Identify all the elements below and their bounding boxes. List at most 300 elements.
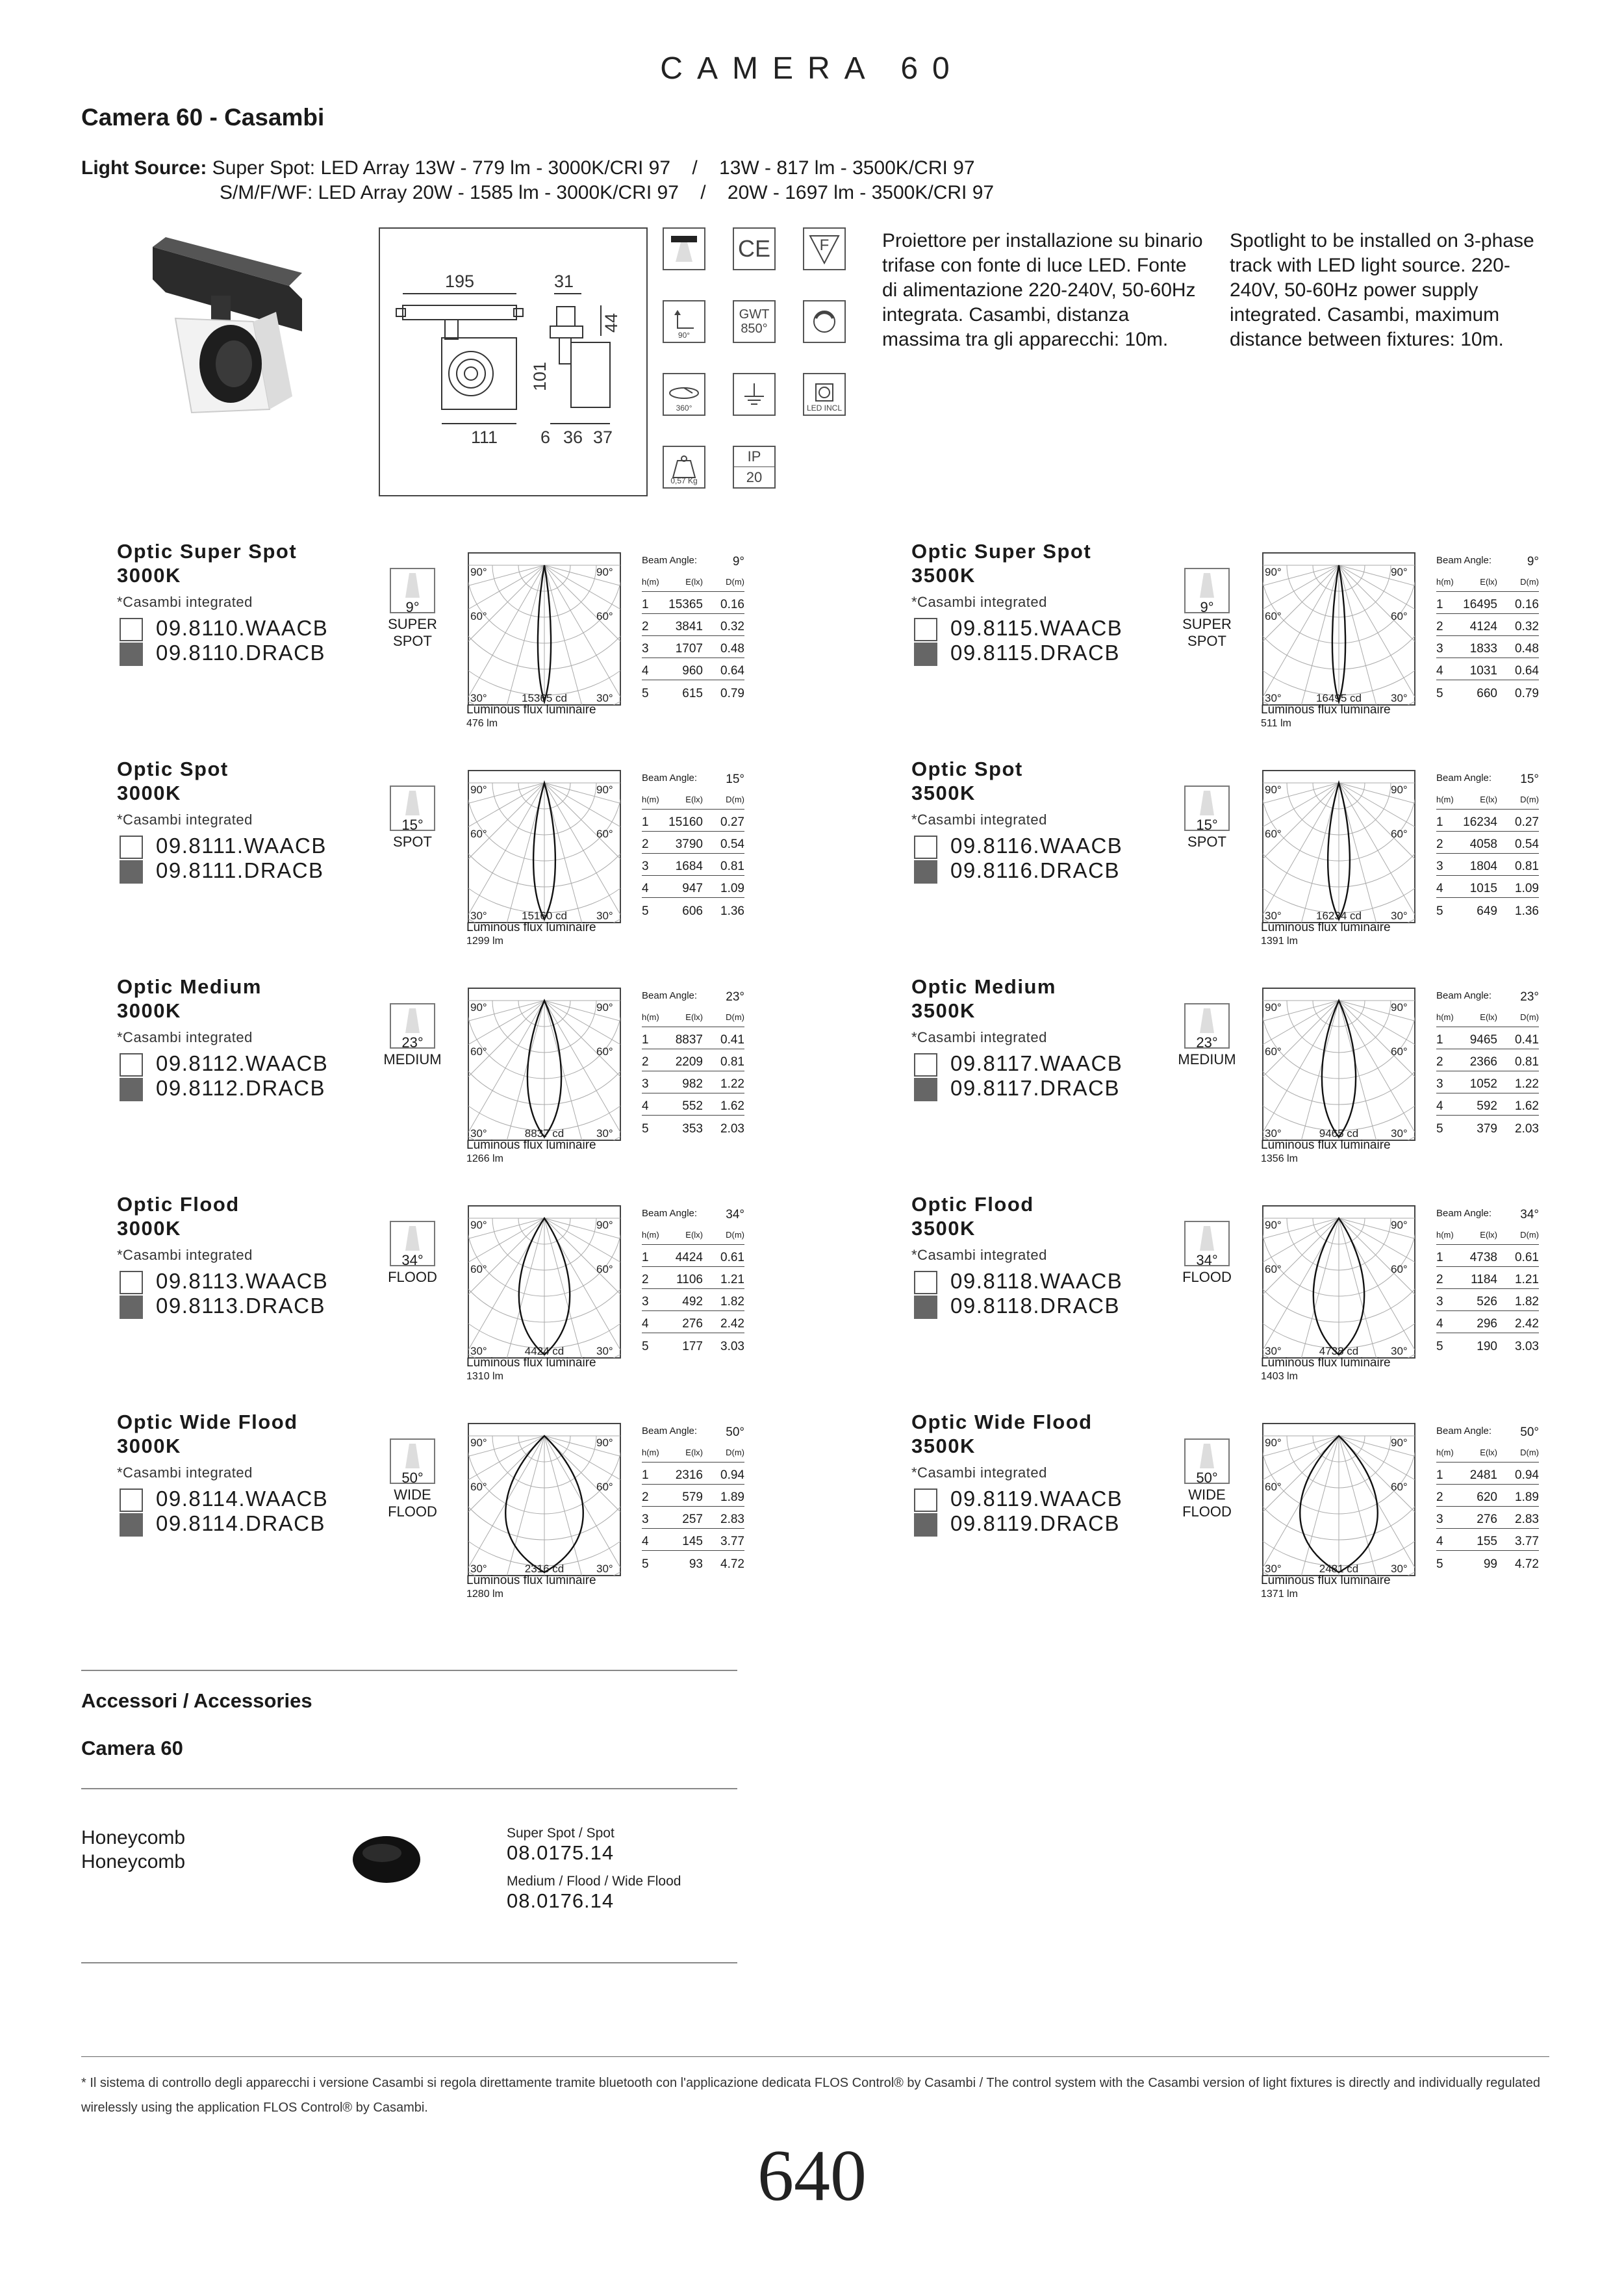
table-row: 1 4738 0.61 (1436, 1245, 1539, 1267)
white-swatch (120, 1488, 143, 1512)
polar-angle-60-right: 60° (596, 828, 613, 840)
optic-name: Optic Super Spot 3000K (117, 540, 298, 587)
photometric-table (1436, 773, 1539, 920)
dim-111: 111 (471, 428, 498, 447)
polar-angle-30-right: 30° (596, 692, 613, 704)
honeycomb-codes (507, 1826, 681, 1913)
polar-angle-90-left: 90° (470, 566, 487, 578)
table-row: 4 276 2.42 (642, 1311, 744, 1333)
table-row: 3 276 2.83 (1436, 1507, 1539, 1529)
beam-angle-row: Beam Angle: 9° (642, 555, 744, 568)
light-source-line1: Super Spot: LED Array 13W - 779 lm - 3000K/CRI 97 / 13W - 817 lm - 3500K/CRI 97 (207, 157, 975, 179)
honeycomb-item-1: Honeycomb (81, 1827, 186, 1848)
optic-name: Optic Flood 3000K (117, 1193, 240, 1240)
ip-value-icon: 20 (733, 467, 776, 489)
table-header: h(m) E(lx) D(m) (1436, 1448, 1539, 1463)
code-dark: 09.8113.DRACB (120, 1294, 325, 1319)
code-dark: 09.8115.DRACB (914, 641, 1120, 666)
weight-icon (663, 446, 705, 489)
beam-label: SUPER SPOT (388, 616, 437, 649)
optic-block (911, 975, 1624, 1189)
polar-angle-60-left: 60° (1265, 1045, 1282, 1058)
dim-36: 36 (563, 428, 583, 447)
code-dark: 09.8117.DRACB (914, 1076, 1120, 1101)
code-dark: 09.8112.DRACB (120, 1076, 325, 1101)
code-white: 09.8115.WAACB (914, 616, 1123, 641)
beam-degree: 50° (401, 1470, 424, 1486)
polar-diagram (468, 770, 621, 923)
polar-angle-30-right: 30° (1391, 1345, 1408, 1357)
polar-angle-60-right: 60° (1391, 1481, 1408, 1493)
dark-swatch (914, 860, 937, 884)
track-icon (663, 227, 705, 270)
table-header: h(m) E(lx) D(m) (642, 1448, 744, 1463)
table-row: 2 3790 0.54 (642, 832, 744, 854)
polar-diagram (1262, 552, 1415, 706)
table-header: h(m) E(lx) D(m) (642, 1012, 744, 1027)
gwt-label: GWT (739, 307, 770, 322)
polar-angle-30-right: 30° (596, 1345, 613, 1357)
table-row: 2 2366 0.81 (1436, 1049, 1539, 1071)
polar-angle-60-right: 60° (1391, 1263, 1408, 1275)
table-row: 1 16495 0.16 (1436, 592, 1539, 614)
table-row: 2 579 1.89 (642, 1485, 744, 1507)
polar-angle-90-left: 90° (470, 784, 487, 796)
code-dark: 09.8114.DRACB (120, 1511, 325, 1537)
light-source (81, 156, 994, 205)
table-row: 3 1052 1.22 (1436, 1071, 1539, 1093)
table-row: 5 190 3.03 (1436, 1340, 1539, 1353)
polar-angle-30-right: 30° (596, 910, 613, 922)
polar-angle-90-right: 90° (1391, 1001, 1408, 1014)
polar-angle-60-right: 60° (596, 1481, 613, 1493)
dim-6: 6 (540, 428, 551, 447)
luminous-flux: Luminous flux luminaire 1371 lm (1261, 1574, 1391, 1600)
beam-label: WIDE FLOOD (388, 1487, 437, 1520)
polar-angle-60-right: 60° (596, 1263, 613, 1275)
ip-label-icon: IP (733, 446, 776, 467)
dim-31: 31 (554, 272, 574, 291)
casambi-note: *Casambi integrated (911, 594, 1047, 610)
table-header: h(m) E(lx) D(m) (1436, 795, 1539, 810)
beam-angle-row: Beam Angle: 50° (642, 1425, 744, 1439)
beam-angle-row: Beam Angle: 34° (642, 1208, 744, 1221)
beam-label: FLOOD (1182, 1269, 1232, 1285)
polar-angle-90-right: 90° (1391, 566, 1408, 578)
photometric-table (1436, 1208, 1539, 1355)
polar-peak-cd: 9465 cd (1319, 1127, 1359, 1140)
dark-swatch (914, 643, 937, 666)
code-white: 09.8114.WAACB (120, 1487, 328, 1512)
polar-angle-90-left: 90° (1265, 1001, 1282, 1014)
beam-degree: 50° (1196, 1470, 1218, 1486)
dark-swatch (120, 643, 143, 666)
divider-bottom (81, 1962, 737, 1963)
table-row: 2 4058 0.54 (1436, 832, 1539, 854)
white-swatch (120, 836, 143, 859)
polar-angle-90-right: 90° (596, 1001, 613, 1014)
polar-angle-30-left: 30° (470, 1345, 487, 1357)
table-row: 4 1015 1.09 (1436, 876, 1539, 898)
polar-angle-90-right: 90° (1391, 1437, 1408, 1449)
f-mark-label: F (819, 236, 830, 254)
code-dark: 09.8118.DRACB (914, 1294, 1120, 1319)
casambi-note: *Casambi integrated (911, 1029, 1047, 1045)
polar-angle-90-right: 90° (1391, 784, 1408, 796)
beam-angle-row: Beam Angle: 23° (1436, 990, 1539, 1004)
optic-block (117, 757, 831, 971)
polar-angle-60-left: 60° (470, 1481, 487, 1493)
footnote-rule (81, 2056, 1549, 2057)
beam-angle-row: Beam Angle: 23° (642, 990, 744, 1004)
casambi-note: *Casambi integrated (911, 1247, 1047, 1263)
polar-angle-30-left: 30° (1265, 1127, 1282, 1140)
polar-angle-90-right: 90° (1391, 1219, 1408, 1231)
beam-angle-row: Beam Angle: 50° (1436, 1425, 1539, 1439)
dark-swatch (914, 1296, 937, 1319)
casambi-note: *Casambi integrated (117, 1464, 253, 1481)
table-row: 3 982 1.22 (642, 1071, 744, 1093)
polar-peak-cd: 16234 cd (1316, 910, 1362, 922)
luminous-flux: Luminous flux luminaire 1280 lm (466, 1574, 596, 1600)
table-row: 5 379 2.03 (1436, 1122, 1539, 1136)
polar-angle-60-right: 60° (596, 610, 613, 622)
polar-angle-30-right: 30° (1391, 1127, 1408, 1140)
code-white: 09.8118.WAACB (914, 1269, 1123, 1294)
product-title: Camera 60 - Casambi (81, 104, 325, 131)
code-white: 09.8112.WAACB (120, 1051, 328, 1077)
beam-label: SPOT (393, 834, 432, 850)
table-row: 2 620 1.89 (1436, 1485, 1539, 1507)
dim-37: 37 (593, 428, 613, 447)
polar-angle-90-left: 90° (1265, 1437, 1282, 1449)
luminous-flux: Luminous flux luminaire 476 lm (466, 703, 596, 729)
code-dark: 09.8111.DRACB (120, 858, 324, 884)
track-glyph (668, 233, 700, 265)
beam-label: SPOT (1187, 834, 1226, 850)
table-row: 2 3841 0.32 (642, 614, 744, 636)
polar-peak-cd: 8837 cd (524, 1127, 565, 1140)
white-swatch (914, 618, 937, 641)
dark-swatch (120, 1513, 143, 1537)
table-row: 5 93 4.72 (642, 1557, 744, 1571)
led-included-icon (803, 373, 846, 416)
dim-101: 101 (530, 361, 550, 391)
polar-diagram (468, 1423, 621, 1576)
polar-angle-60-left: 60° (1265, 1481, 1282, 1493)
polar-angle-30-left: 30° (470, 1127, 487, 1140)
rotate-360-icon (663, 373, 705, 416)
luminous-flux: Luminous flux luminaire 1266 lm (466, 1138, 596, 1164)
casambi-note: *Casambi integrated (911, 1464, 1047, 1481)
table-row: 5 606 1.36 (642, 904, 744, 918)
weight-label: 0,57 Kg (670, 476, 698, 485)
table-row: 2 1184 1.21 (1436, 1267, 1539, 1289)
optic-name: Optic Wide Flood 3500K (911, 1411, 1093, 1457)
page-number: 640 (757, 2136, 867, 2216)
dark-swatch (914, 1078, 937, 1101)
table-row: 1 15365 0.16 (642, 592, 744, 614)
beam-degree: 23° (1196, 1034, 1218, 1051)
polar-angle-90-left: 90° (470, 1001, 487, 1014)
beam-degree: 9° (405, 599, 420, 615)
beam-degree: 23° (401, 1034, 424, 1051)
dimmable-glyph (808, 305, 841, 338)
polar-peak-cd: 4424 cd (524, 1345, 565, 1357)
white-swatch (914, 1271, 937, 1294)
photometric-table (642, 555, 744, 702)
beam-angle-row: Beam Angle: 15° (1436, 773, 1539, 786)
table-row: 2 2209 0.81 (642, 1049, 744, 1071)
luminous-flux: Luminous flux luminaire 1403 lm (1261, 1356, 1391, 1382)
f-mark-icon (803, 227, 846, 270)
polar-angle-90-left: 90° (470, 1219, 487, 1231)
casambi-note: *Casambi integrated (117, 811, 253, 828)
table-row: 4 552 1.62 (642, 1093, 744, 1116)
table-row: 4 1031 0.64 (1436, 658, 1539, 680)
table-row: 5 649 1.36 (1436, 904, 1539, 918)
optic-block (911, 539, 1624, 754)
polar-peak-cd: 2316 cd (524, 1563, 565, 1575)
table-row: 5 99 4.72 (1436, 1557, 1539, 1571)
polar-angle-30-right: 30° (596, 1127, 613, 1140)
polar-angle-60-right: 60° (1391, 610, 1408, 622)
polar-diagram (1262, 1423, 1415, 1576)
casambi-note: *Casambi integrated (117, 1247, 253, 1263)
optic-name: Optic Medium 3000K (117, 975, 262, 1022)
code-white: 09.8113.WAACB (120, 1269, 328, 1294)
polar-angle-90-left: 90° (1265, 1219, 1282, 1231)
table-row: 4 592 1.62 (1436, 1093, 1539, 1116)
polar-angle-60-left: 60° (1265, 610, 1282, 622)
table-row: 2 1106 1.21 (642, 1267, 744, 1289)
feature-icons (663, 227, 877, 500)
table-row: 5 177 3.03 (642, 1340, 744, 1353)
optic-block (911, 1410, 1624, 1624)
luminous-flux: Luminous flux luminaire 1356 lm (1261, 1138, 1391, 1164)
white-swatch (914, 1488, 937, 1512)
honeycomb-names (81, 1826, 185, 1874)
polar-angle-30-right: 30° (596, 1563, 613, 1575)
code-dark: 09.8116.DRACB (914, 858, 1120, 884)
beam-angle-row: Beam Angle: 15° (642, 773, 744, 786)
polar-angle-60-left: 60° (470, 610, 487, 622)
white-swatch (120, 1271, 143, 1294)
polar-angle-30-right: 30° (1391, 1563, 1408, 1575)
dimmable-icon (803, 300, 846, 343)
beam-degree: 15° (401, 817, 424, 833)
optic-block (117, 975, 831, 1189)
table-row: 1 9465 0.41 (1436, 1027, 1539, 1049)
polar-angle-30-left: 30° (470, 692, 487, 704)
white-swatch (120, 1053, 143, 1077)
accessories-heading: Accessori / Accessories (81, 1689, 312, 1712)
dark-swatch (120, 860, 143, 884)
table-row: 3 1707 0.48 (642, 636, 744, 658)
optic-block (911, 757, 1624, 971)
photometric-table (642, 990, 744, 1138)
white-swatch (120, 618, 143, 641)
polar-angle-30-left: 30° (1265, 1563, 1282, 1575)
dimension-drawing (379, 227, 648, 496)
table-header: h(m) E(lx) D(m) (1436, 577, 1539, 592)
beam-degree: 34° (401, 1252, 424, 1268)
dimension-sketch (380, 229, 646, 495)
table-row: 5 353 2.03 (642, 1122, 744, 1136)
polar-angle-60-right: 60° (1391, 828, 1408, 840)
beam-label: MEDIUM (383, 1051, 442, 1067)
polar-angle-60-left: 60° (1265, 1263, 1282, 1275)
luminous-flux: Luminous flux luminaire 1391 lm (1261, 921, 1391, 947)
polar-angle-30-right: 30° (1391, 910, 1408, 922)
honeycomb-code-1: 08.0175.14 (507, 1841, 615, 1864)
beam-angle-row: Beam Angle: 34° (1436, 1208, 1539, 1221)
ce-icon: CE (733, 227, 776, 270)
beam-label: FLOOD (388, 1269, 437, 1285)
beam-label: SUPER SPOT (1182, 616, 1232, 649)
photometric-table (642, 773, 744, 920)
beam-degree: 34° (1196, 1252, 1218, 1268)
code-white: 09.8116.WAACB (914, 834, 1123, 859)
light-source-label: Light Source: (81, 157, 207, 179)
polar-angle-90-right: 90° (596, 784, 613, 796)
table-row: 4 947 1.09 (642, 876, 744, 898)
polar-angle-90-left: 90° (1265, 566, 1282, 578)
white-swatch (914, 1053, 937, 1077)
polar-peak-cd: 16495 cd (1316, 692, 1362, 704)
photometric-table (1436, 1425, 1539, 1573)
luminous-flux: Luminous flux luminaire 511 lm (1261, 703, 1391, 729)
polar-diagram (468, 552, 621, 706)
polar-diagram (1262, 1205, 1415, 1359)
polar-angle-30-left: 30° (1265, 910, 1282, 922)
optic-name: Optic Flood 3500K (911, 1193, 1034, 1240)
polar-peak-cd: 15365 cd (522, 692, 567, 704)
light-source-line2: S/M/F/WF: LED Array 20W - 1585 lm - 3000K/CRI 97 / 20W - 1697 lm - 3500K/CRI 97 (220, 182, 995, 203)
description-it: Proiettore per installazione su binario trifase con fonte di luce LED. Fonte di alimentazione 220-240V, 50-60Hz integrata. Casambi, distanza massima tra gli apparecchi: 10m. (882, 230, 1203, 350)
optic-block (117, 539, 831, 754)
polar-angle-30-left: 30° (470, 1563, 487, 1575)
white-swatch (914, 836, 937, 859)
table-header: h(m) E(lx) D(m) (642, 795, 744, 810)
honeycomb-item-2: Honeycomb (81, 1851, 186, 1872)
photometric-table (1436, 555, 1539, 702)
optic-name: Optic Super Spot 3500K (911, 540, 1092, 587)
table-row: 4 296 2.42 (1436, 1311, 1539, 1333)
table-row: 1 2481 0.94 (1436, 1463, 1539, 1485)
dim-195: 195 (445, 272, 475, 291)
luminous-flux: Luminous flux luminaire 1299 lm (466, 921, 596, 947)
polar-angle-30-right: 30° (1391, 692, 1408, 704)
optic-block (911, 1192, 1624, 1407)
polar-angle-90-right: 90° (596, 566, 613, 578)
polar-angle-30-left: 30° (1265, 1345, 1282, 1357)
code-dark: 09.8110.DRACB (120, 641, 325, 666)
polar-angle-90-left: 90° (470, 1437, 487, 1449)
optic-block (117, 1410, 831, 1624)
optic-name: Optic Medium 3500K (911, 975, 1056, 1022)
table-row: 3 1833 0.48 (1436, 636, 1539, 658)
series-title: CAMERA 60 (660, 51, 964, 86)
polar-peak-cd: 2481 cd (1319, 1563, 1359, 1575)
table-header: h(m) E(lx) D(m) (1436, 1230, 1539, 1245)
divider-mid (81, 1788, 737, 1789)
code-white: 09.8111.WAACB (120, 834, 327, 859)
product-photo (140, 234, 315, 422)
table-row: 1 15160 0.27 (642, 810, 744, 832)
accessories-subheading: Camera 60 (81, 1737, 183, 1759)
table-row: 1 16234 0.27 (1436, 810, 1539, 832)
polar-angle-60-left: 60° (470, 1263, 487, 1275)
table-row: 3 257 2.83 (642, 1507, 744, 1529)
polar-angle-90-left: 90° (1265, 784, 1282, 796)
polar-diagram (1262, 770, 1415, 923)
photometric-table (642, 1208, 744, 1355)
honeycomb-label-2: Medium / Flood / Wide Flood (507, 1874, 681, 1889)
polar-angle-90-right: 90° (596, 1437, 613, 1449)
polar-diagram (1262, 988, 1415, 1141)
optic-block (117, 1192, 831, 1407)
casambi-note: *Casambi integrated (117, 1029, 253, 1045)
dark-swatch (120, 1296, 143, 1319)
ground-glyph (738, 378, 770, 411)
polar-angle-30-left: 30° (470, 910, 487, 922)
polar-diagram (468, 988, 621, 1141)
polar-angle-90-right: 90° (596, 1219, 613, 1231)
led-included-label: LED INCL (806, 403, 843, 413)
code-white: 09.8119.WAACB (914, 1487, 1123, 1512)
honeycomb-label-1: Super Spot / Spot (507, 1826, 615, 1841)
beam-angle-row: Beam Angle: 9° (1436, 555, 1539, 568)
optic-name: Optic Spot 3500K (911, 758, 1023, 804)
beam-label: WIDE FLOOD (1182, 1487, 1232, 1520)
ground-icon (733, 373, 776, 416)
table-row: 4 155 3.77 (1436, 1529, 1539, 1551)
polar-angle-30-left: 30° (1265, 692, 1282, 704)
honeycomb-image (351, 1833, 422, 1885)
code-white: 09.8117.WAACB (914, 1051, 1123, 1077)
beam-degree: 9° (1200, 599, 1214, 615)
gwt-value: 850° (741, 322, 768, 336)
photometric-table (1436, 990, 1539, 1138)
polar-angle-60-right: 60° (596, 1045, 613, 1058)
luminous-flux: Luminous flux luminaire 1310 lm (466, 1356, 596, 1382)
table-row: 5 660 0.79 (1436, 687, 1539, 700)
polar-peak-cd: 15160 cd (522, 910, 567, 922)
polar-peak-cd: 4738 cd (1319, 1345, 1359, 1357)
honeycomb-code-2: 08.0176.14 (507, 1889, 615, 1912)
table-row: 1 8837 0.41 (642, 1027, 744, 1049)
table-row: 2 4124 0.32 (1436, 614, 1539, 636)
polar-diagram (468, 1205, 621, 1359)
footnote: * Il sistema di controllo degli apparecchi i versione Casambi si regola direttamente tramite bluetooth con l'applicazione dedicata FLOS Control® by Casambi / The control system with the Casambi version of light fixtures is directly and individually regulated wirelessly using the application FLOS Control® by Casambi. (81, 2076, 1540, 2115)
tilt-90-icon (663, 300, 705, 343)
optic-name: Optic Spot 3000K (117, 758, 229, 804)
gwt-icon (733, 300, 776, 343)
polar-angle-60-left: 60° (470, 828, 487, 840)
polar-angle-60-left: 60° (470, 1045, 487, 1058)
dim-44: 44 (602, 313, 621, 333)
table-row: 4 960 0.64 (642, 658, 744, 680)
table-header: h(m) E(lx) D(m) (642, 577, 744, 592)
beam-label: MEDIUM (1178, 1051, 1236, 1067)
table-row: 3 526 1.82 (1436, 1289, 1539, 1311)
table-row: 3 1684 0.81 (642, 854, 744, 876)
polar-angle-60-right: 60° (1391, 1045, 1408, 1058)
divider-top (81, 1670, 737, 1671)
photometric-table (642, 1425, 744, 1573)
code-white: 09.8110.WAACB (120, 616, 328, 641)
